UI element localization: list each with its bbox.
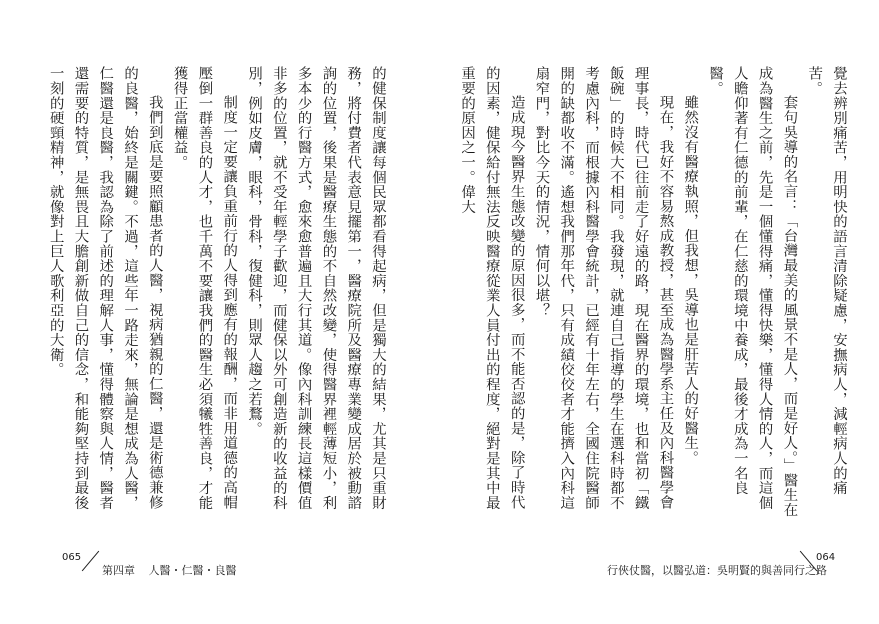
chapter-title: 人醫・仁醫・良醫 (148, 564, 237, 577)
chapter-footer (102, 562, 237, 578)
page-number-divider (82, 551, 99, 572)
book-title-footer: 行俠仗醫，以醫弘道：吳明賢的與善同行之路 (607, 564, 827, 577)
right-paragraph-5: 造成現今醫界生態改變的原因很多，而不能否認的是，除了時代的因素，健保給付無法反映醫療從業人員付出的程度，絕對是其中最重要的原因之一。偉大 (459, 66, 525, 510)
right-paragraph-3: 雖然沒有醫療執照，但我想，吳導也是肝苦人的好醫生。 (682, 94, 699, 465)
left-paragraph-1: 的健保制度讓每個民眾都看得起病，但是獨大的結果，尤其是只重財務，將付費者代表意見擺第一，醫療院所及醫療專業變成居於被動諮詢的位置，後果是醫療生態的不自然改變，使得醫界裡輕薄短小，利多本少的行醫方式，愈來愈普遍且大行其道。像內科訓練長這樣價值非多的位置，就不受年輕學子歡迎，而健保以外可創造新的收益的科別，例如皮膚，眼科，骨科，復健科，則眾人趨之若鶩。 (246, 66, 386, 510)
chapter-label: 第四章 (102, 564, 135, 577)
left-paragraph-2: 制度一定要讓負重前行的人得到應有的報酬，而非用道德的高帽壓倒一群善良的人才，也千萬不要讓我們的醫生必須犧牲善良，才能獲得正當權益。 (171, 66, 238, 510)
right-paragraph-4: 現在，我好不容易熬成教授，甚至成為醫學系主任及內科醫學會理事長，時代已往前走了好遠的路，現在醫界的環境，也和當初「鐵飯碗」的時候大不相同。我發現，就連自己指導的學生在選科時都不考慮內科，而根據內科醫學會統計，已經有十年左右，全國住院醫師開的缺都收不滿。遙想我們那年代，只有成績佼佼者才能擠入內科這扇窄門，對比今天的情況，情何以堪？ (533, 66, 674, 510)
right-paragraph-1: 覺去辨別痛苦，用明快的語言清除疑慮，安撫病人，減輕病人的痛苦。 (806, 66, 847, 496)
left-page-text (47, 66, 390, 518)
right-page-text (459, 66, 851, 518)
right-page (440, 0, 879, 624)
right-paragraph-2: 套句吳導的名言：「台灣最美的風景不是人，而是好人。」醫生在成為醫生之前，先是一個懂得痛，懂得快樂，懂得人情的人，而這個人瞻仰著有仁德的前輩，在仁慈的環境中養成，最後才成為一名良醫。 (707, 66, 798, 517)
right-page-number: 064 (816, 552, 836, 563)
left-page-number: 065 (62, 552, 82, 563)
left-paragraph-3: 我們到底是要照顧患者的人醫，視病猶親的仁醫，還是術德兼修的良醫，始終是關鍵。不過，這些年一路走來，無論是想成為人醫，仁醫還是良醫，我認為除了前述的理解人事，懂得體察與人情，醫者還需要的特質，是無畏且大膽創新做自己的信念，和能夠堅持到最後一刻的硬頸精神，就像對上巨人歌利亞的大衛。 (47, 66, 163, 510)
